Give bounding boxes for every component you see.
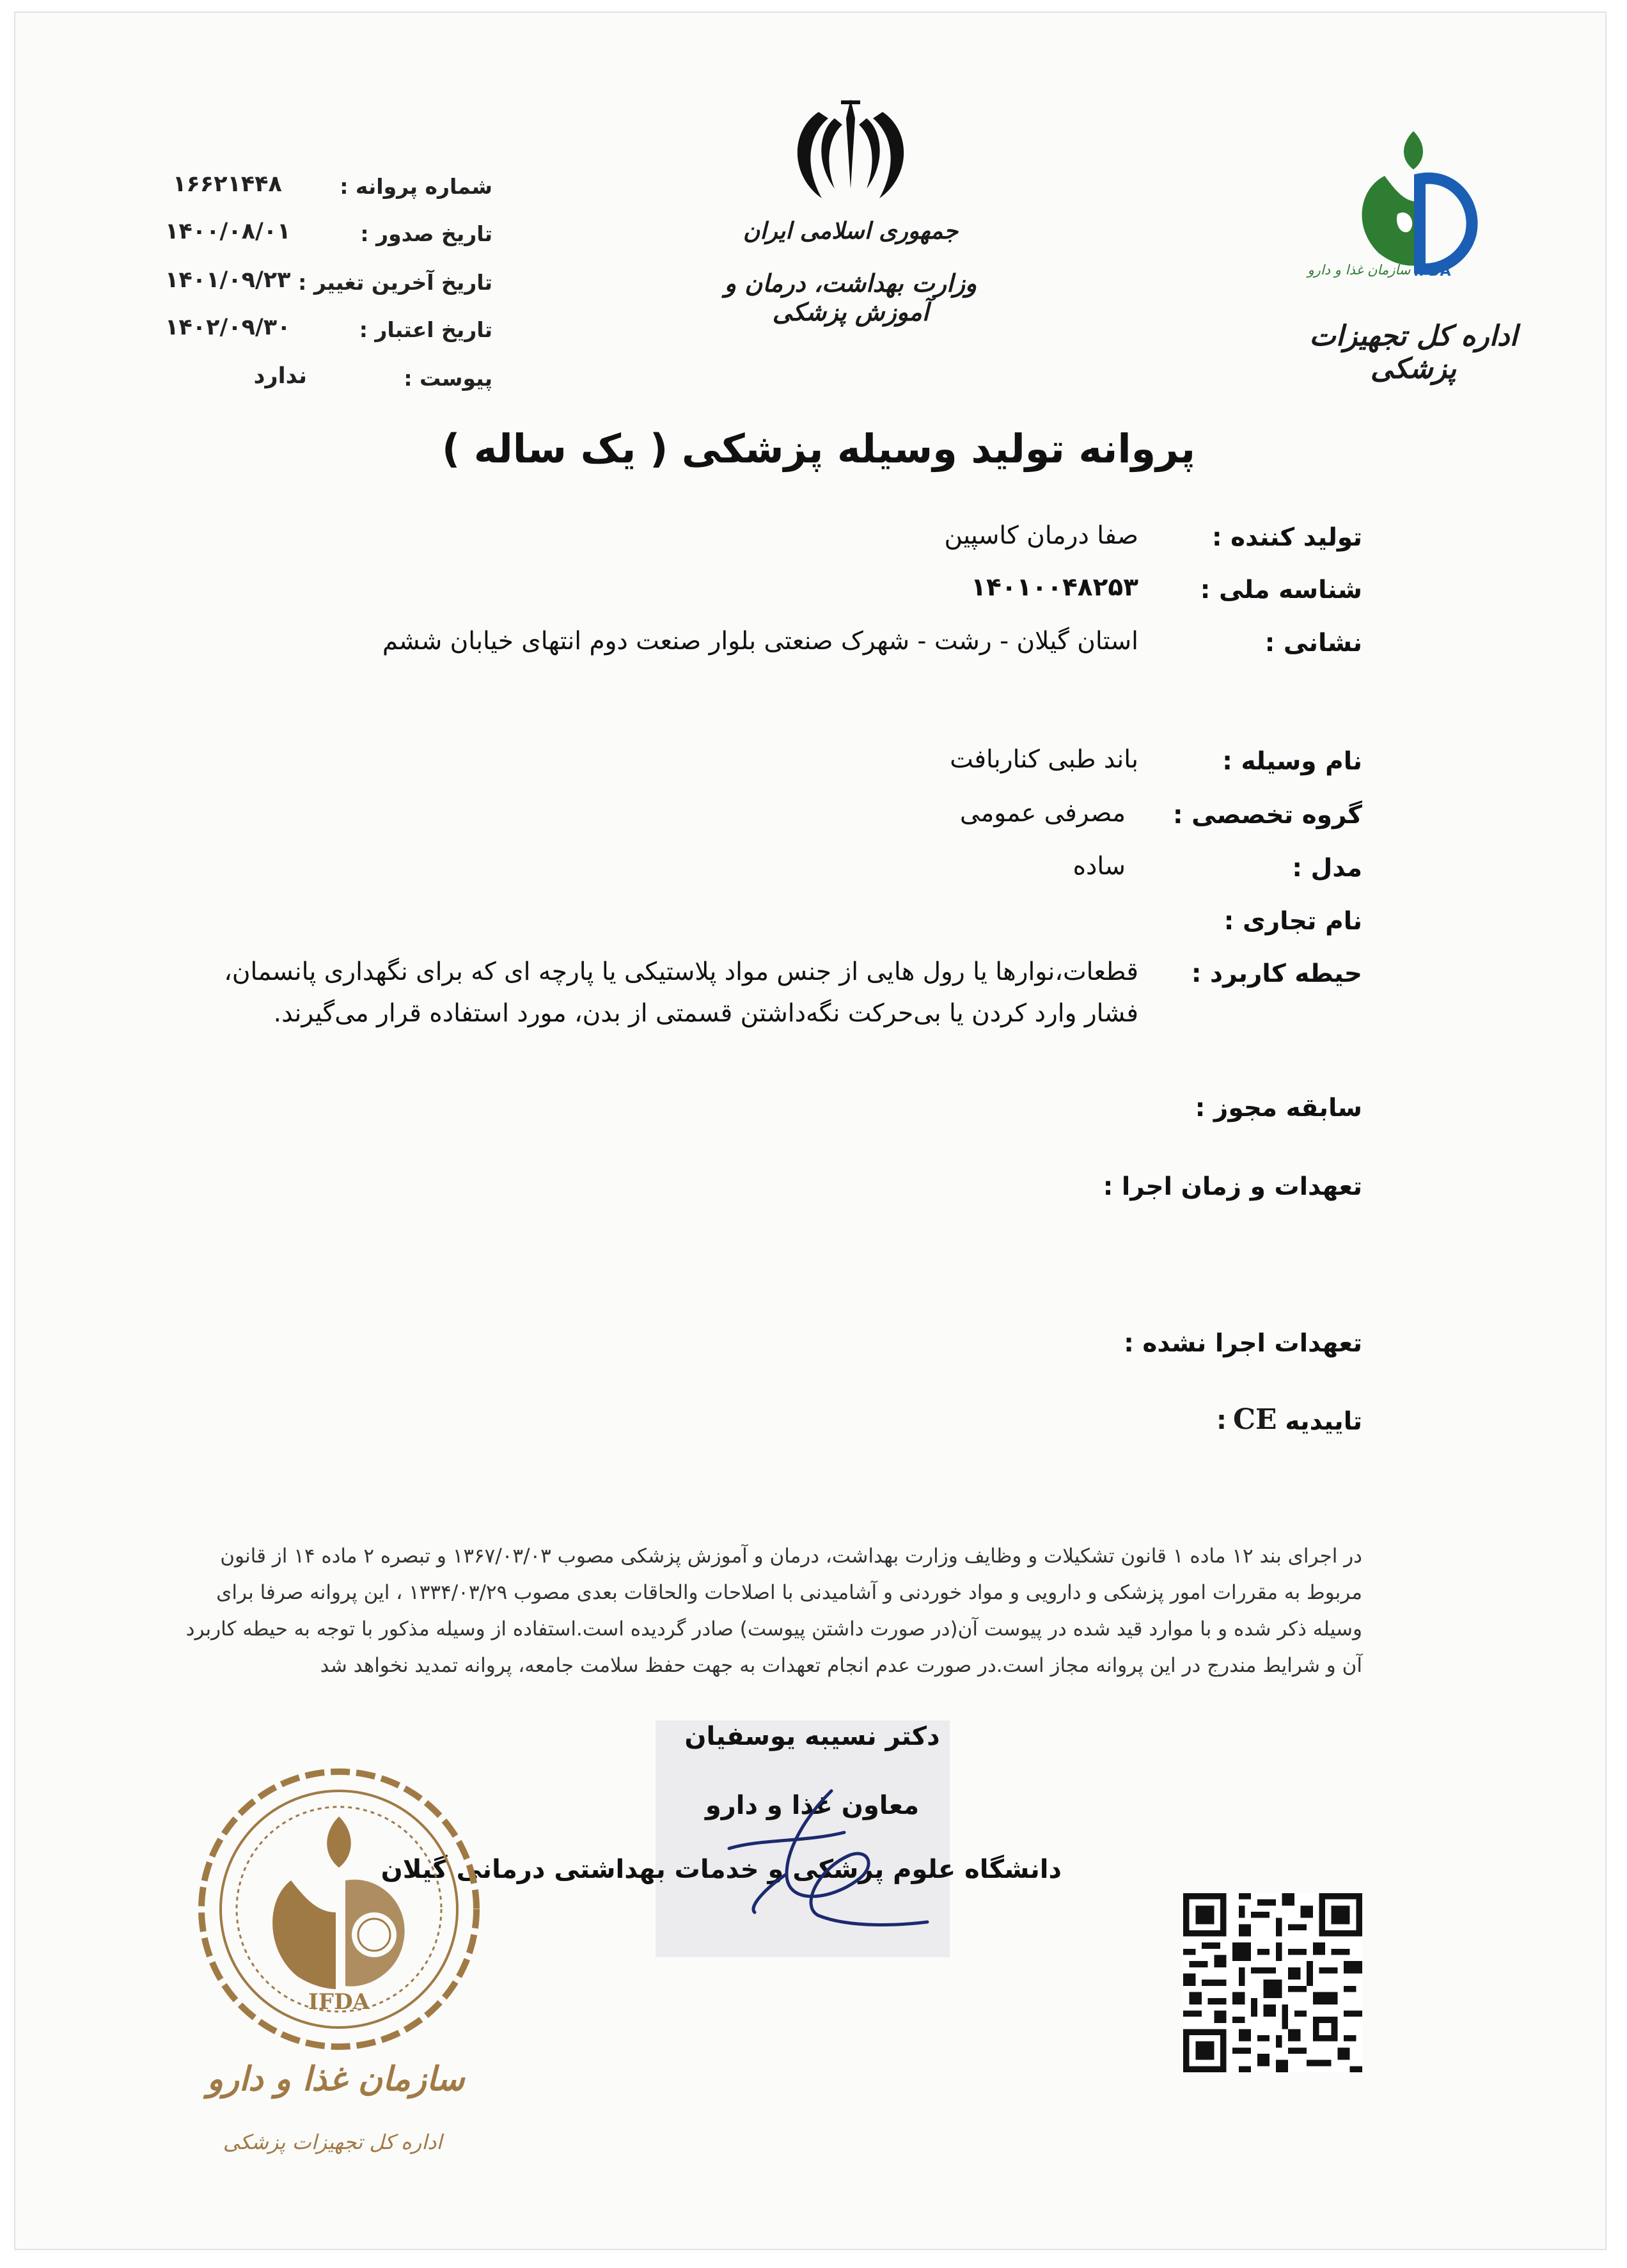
handwritten-signature-icon (691, 1778, 934, 1932)
validity-date-label: تاریخ اعتبار : (359, 317, 492, 342)
signatory-position: معاون غذا و دارو (705, 1791, 920, 1820)
last-change-date-value: ۱۴۰۱/۰۹/۲۳ (165, 267, 291, 293)
brand-label: نام تجاری : (1223, 907, 1362, 936)
ifda-logo-caption: سازمان غذا و دارو (1307, 262, 1411, 278)
signatory-name: دکتر نسیبه یوسفیان (684, 1722, 940, 1751)
last-change-date-label: تاریخ آخرین تغییر : (298, 270, 492, 295)
scope-of-use-line1: قطعات،نوارها یا رول هایی از جنس مواد پلاستیکی یا پارچه ای که برای نگهداری پانسمان، (224, 957, 1138, 986)
legal-text-line3: وسیله ذکر شده و با موارد قید شده در پیوست آن(در صورت داشتن پیوست) صادر گردیده است.استفاده از وسیله مذکور با توجه به حیطه کاربرد (185, 1618, 1362, 1641)
specialty-group-value: مصرفی عمومی (959, 799, 1126, 828)
attachment-value: ندارد (253, 363, 307, 389)
qr-code[interactable] (1183, 1893, 1362, 2072)
address-value: استان گیلان - رشت - شهرک صنعتی بلوار صنعت دوم انتهای خیابان ششم (382, 627, 1138, 656)
address-label: نشانی : (1264, 629, 1362, 658)
ce-approval-value: CE (1233, 1403, 1277, 1436)
ce-approval-colon: : (1216, 1406, 1227, 1435)
unfulfilled-commitments-label: تعهدات اجرا نشده : (1124, 1329, 1362, 1358)
ifda-logo-abbrev: IFDA (1413, 264, 1451, 280)
specialty-group-label: گروه تخصصی : (1172, 801, 1362, 830)
commitments-label: تعهدات و زمان اجرا : (1103, 1172, 1362, 1201)
national-id-value: ۱۴۰۱۰۰۴۸۲۵۳ (971, 573, 1138, 602)
legal-text-line2: مربوط به مقررات امور پزشکی و دارویی و مواد خوردنی و آشامیدنی با اصلاحات والحاقات بعدی مصوب ۱۳۳۴/۰۳/۲۹ ، این پروانه صرفا برای (216, 1581, 1362, 1604)
attachment-label: پیوست : (404, 366, 492, 391)
legal-text-line1: در اجرای بند ۱۲ ماده ۱ قانون تشکیلات و وظایف وزارت بهداشت، درمان و آموزش پزشکی مصوب ۱۳۶۷/۰۳/۰۳ و تبصره ۲ ماده ۱۴ از قانون (220, 1545, 1362, 1568)
issue-date-value: ۱۴۰۰/۰۸/۰۱ (165, 219, 291, 244)
emblem-caption: جمهوری اسلامی ایران (743, 217, 959, 244)
national-id-label: شناسه ملی : (1200, 576, 1362, 604)
manufacturer-value: صفا درمان کاسپین (944, 521, 1138, 550)
model-label: مدل : (1292, 854, 1362, 883)
seal-department: اداره کل تجهیزات پزشکی (223, 2130, 443, 2154)
license-number-value: ۱۶۶۲۱۴۴۸ (173, 171, 282, 197)
seal-name: سازمان غذا و دارو (207, 2059, 465, 2099)
manufacturer-label: تولید کننده : (1211, 523, 1362, 552)
scope-of-use-label: حیطه کاربرد : (1191, 959, 1362, 988)
iran-emblem-icon (783, 93, 918, 208)
legal-text-line4: آن و شرایط مندرج در این پروانه مجاز است.در صورت عدم انجام تعهدات به جهت حفظ سلامت جامعه، پروانه تمدید نخواهد شد (320, 1654, 1362, 1677)
license-history-label: سابقه مجوز : (1195, 1094, 1362, 1122)
validity-date-value: ۱۴۰۲/۰۹/۳۰ (165, 315, 291, 340)
seal-abbrev: IFDA (308, 1989, 370, 2015)
issue-date-label: تاریخ صدور : (360, 221, 492, 246)
department-name: اداره کل تجهیزات پزشکی (1309, 320, 1518, 385)
signatory-university: دانشگاه علوم پزشکی و خدمات بهداشتی درمانی گیلان (381, 1855, 1062, 1884)
ministry-name: وزارت بهداشت، درمان و آموزش پزشکی (724, 269, 977, 326)
device-name-value: باند طبی کناربافت (950, 745, 1138, 774)
model-value: ساده (1073, 852, 1126, 881)
license-number-label: شماره پروانه : (340, 174, 492, 199)
device-name-label: نام وسیله : (1222, 747, 1362, 776)
scope-of-use-line2: فشار وارد کردن یا بی‌حرکت نگه‌داشتن قسمتی از بدن، مورد استفاده قرار می‌گیرند. (273, 999, 1138, 1028)
document-title: پروانه تولید وسیله پزشکی ( یک ساله ) (441, 425, 1196, 472)
ce-approval-label: تاییدیه (1285, 1407, 1362, 1436)
